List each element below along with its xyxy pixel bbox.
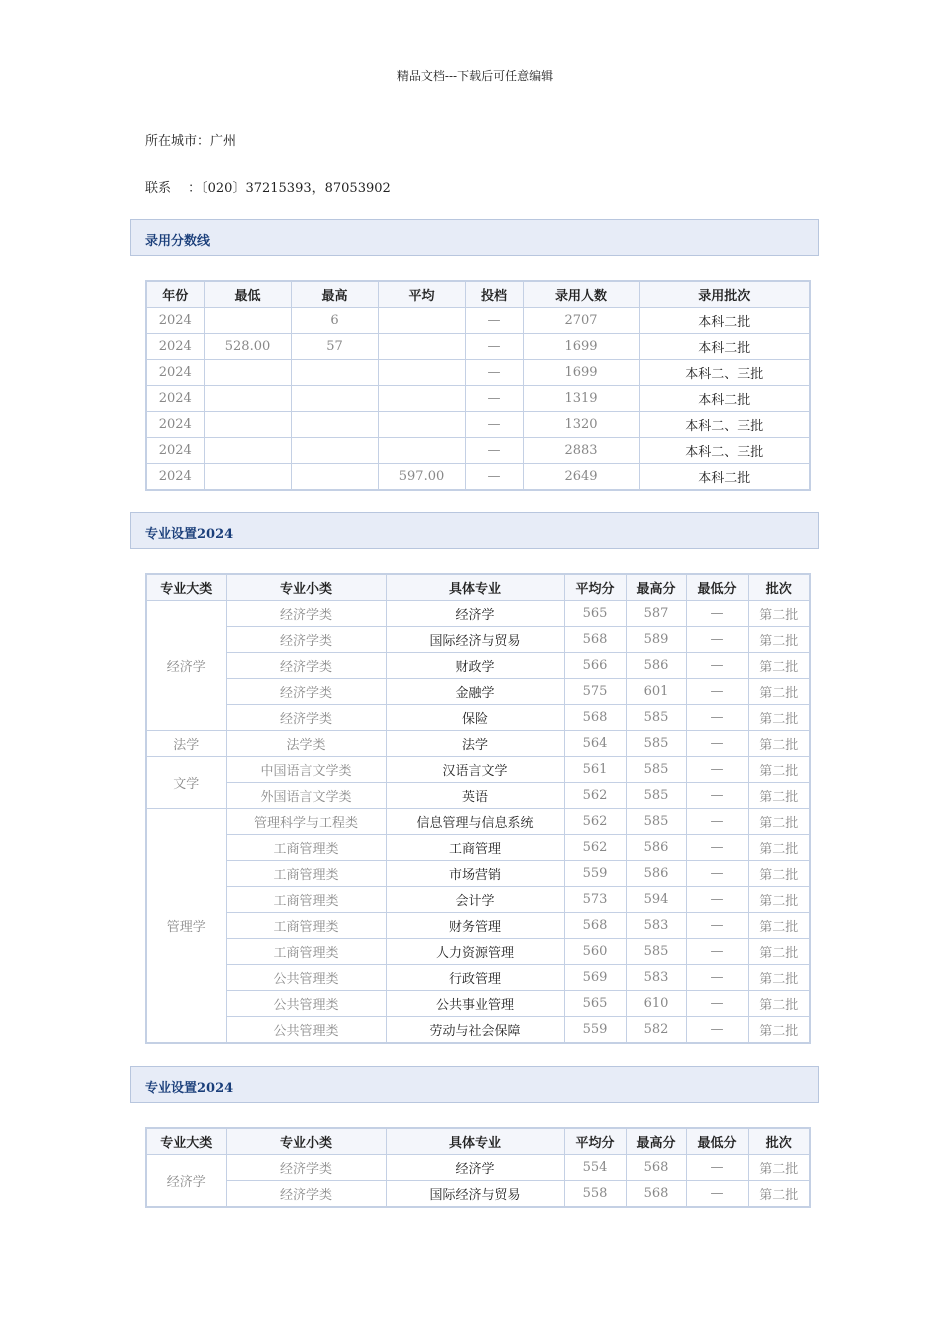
header-note: 精品文档---下载后可任意编辑 [396, 69, 554, 83]
table-cell: 562 [564, 809, 626, 835]
table-cell: 586 [626, 835, 686, 861]
table-cell: 2883 [523, 438, 639, 464]
column-header: 批次 [748, 1128, 810, 1155]
table-cell: 569 [564, 965, 626, 991]
table-cell [204, 412, 291, 438]
section-bar-scores [130, 219, 819, 256]
table-cell: 528.00 [204, 334, 291, 360]
table-cell [378, 308, 465, 334]
table-cell: 经济学类 [226, 653, 386, 679]
table-cell: — [686, 991, 748, 1017]
table-row [146, 308, 810, 334]
table-cell: 1320 [523, 412, 639, 438]
table-cell: — [686, 809, 748, 835]
table-cell: 管理科学与工程类 [226, 809, 386, 835]
table-cell: — [686, 705, 748, 731]
table-cell: — [686, 1155, 748, 1181]
contact-line: 联系 ：〔020〕37215393，87053902 [145, 181, 391, 196]
table-row [146, 939, 810, 965]
column-header: 最高分 [626, 1128, 686, 1155]
table-header-row [146, 281, 810, 308]
table-cell: 工商管理类 [226, 887, 386, 913]
table-row [146, 809, 810, 835]
table-cell: 601 [626, 679, 686, 705]
column-header: 最低 [204, 281, 291, 308]
table-cell: 第二批 [748, 653, 810, 679]
table-cell: 第二批 [748, 757, 810, 783]
column-header: 最高分 [626, 574, 686, 601]
table-cell: 2024 [146, 438, 204, 464]
table-cell: 人力资源管理 [386, 939, 564, 965]
table-cell: — [465, 360, 523, 386]
column-header: 具体专业 [386, 1128, 564, 1155]
section-title: 录用分数线 [145, 234, 211, 249]
table-cell: — [465, 334, 523, 360]
table-cell: 2649 [523, 464, 639, 491]
table-cell [291, 360, 378, 386]
column-header: 专业大类 [146, 574, 226, 601]
table-cell: 工商管理类 [226, 939, 386, 965]
table-cell: — [686, 939, 748, 965]
column-header: 平均分 [564, 1128, 626, 1155]
table-cell: — [686, 601, 748, 627]
table-cell: 法学类 [226, 731, 386, 757]
table-cell: 597.00 [378, 464, 465, 491]
table-cell: 行政管理 [386, 965, 564, 991]
table-cell: — [686, 1181, 748, 1208]
table-cell: 第二批 [748, 679, 810, 705]
table-cell: — [686, 835, 748, 861]
column-header: 最低分 [686, 574, 748, 601]
table-cell [291, 412, 378, 438]
table-cell: 公共管理类 [226, 991, 386, 1017]
section-title: 专业设置2024 [145, 1081, 234, 1096]
table-row [146, 783, 810, 809]
table-cell: — [686, 731, 748, 757]
table-cell: 第二批 [748, 965, 810, 991]
column-header: 最高 [291, 281, 378, 308]
table-cell: 经济学 [386, 1155, 564, 1181]
table-cell: 562 [564, 783, 626, 809]
table-cell: — [465, 386, 523, 412]
table-cell: — [686, 1017, 748, 1044]
table-cell [204, 438, 291, 464]
table-row [146, 887, 810, 913]
table-row [146, 861, 810, 887]
table-cell: — [465, 412, 523, 438]
table-cell: 第二批 [748, 861, 810, 887]
column-header: 批次 [748, 574, 810, 601]
table-cell: 工商管理类 [226, 913, 386, 939]
table-cell: 英语 [386, 783, 564, 809]
table-header-row [146, 574, 810, 601]
table-cell: 金融学 [386, 679, 564, 705]
table-cell: 2024 [146, 386, 204, 412]
table-cell: 583 [626, 913, 686, 939]
table-cell: — [686, 913, 748, 939]
table-cell: 经济学 [386, 601, 564, 627]
table-cell: 本科二、三批 [639, 438, 810, 464]
table-cell: 585 [626, 757, 686, 783]
table-cell: 公共管理类 [226, 1017, 386, 1044]
table-cell: 本科二批 [639, 334, 810, 360]
section-bar-majors-2 [130, 1066, 819, 1103]
table-cell: 第二批 [748, 939, 810, 965]
table-cell: 经济学类 [226, 1155, 386, 1181]
table-row [146, 913, 810, 939]
table-cell: 法学 [386, 731, 564, 757]
table-row [146, 438, 810, 464]
table-cell: 573 [564, 887, 626, 913]
section-title: 专业设置2024 [145, 527, 234, 542]
table-cell: 经济学类 [226, 601, 386, 627]
column-header: 具体专业 [386, 574, 564, 601]
table-row [146, 464, 810, 491]
table-cell: 国际经济与贸易 [386, 627, 564, 653]
table-cell: — [686, 757, 748, 783]
table-cell: 国际经济与贸易 [386, 1181, 564, 1208]
table-cell: 568 [626, 1181, 686, 1208]
column-header: 最低分 [686, 1128, 748, 1155]
table-cell: 财务管理 [386, 913, 564, 939]
table-cell: 劳动与社会保障 [386, 1017, 564, 1044]
table-cell [378, 386, 465, 412]
table-cell: 经济学类 [226, 1181, 386, 1208]
table-row [146, 835, 810, 861]
table-cell: 第二批 [748, 1017, 810, 1044]
table-cell: 565 [564, 601, 626, 627]
category-cell: 经济学 [146, 1155, 226, 1208]
table-row [146, 1181, 810, 1208]
table-row [146, 360, 810, 386]
table-cell: 554 [564, 1155, 626, 1181]
column-header: 专业小类 [226, 1128, 386, 1155]
table-cell: 信息管理与信息系统 [386, 809, 564, 835]
table-cell: 第二批 [748, 705, 810, 731]
table-cell: 559 [564, 1017, 626, 1044]
table-cell: 会计学 [386, 887, 564, 913]
table-cell: 2024 [146, 360, 204, 386]
table-cell: 本科二、三批 [639, 360, 810, 386]
table-cell: 2024 [146, 464, 204, 491]
table-row [146, 653, 810, 679]
table-row [146, 386, 810, 412]
table-cell: 第二批 [748, 601, 810, 627]
table-cell: 1699 [523, 334, 639, 360]
column-header: 录用批次 [639, 281, 810, 308]
table-cell: 第二批 [748, 913, 810, 939]
table-row [146, 705, 810, 731]
table-cell: 583 [626, 965, 686, 991]
table-cell: 本科二批 [639, 464, 810, 491]
column-header: 平均分 [564, 574, 626, 601]
table-cell: 第二批 [748, 1155, 810, 1181]
table-cell: 第二批 [748, 809, 810, 835]
section-bar-majors [130, 512, 819, 549]
table-cell: 第二批 [748, 887, 810, 913]
table-row [146, 991, 810, 1017]
table-cell: 第二批 [748, 627, 810, 653]
table-cell: 568 [564, 705, 626, 731]
table-cell: 财政学 [386, 653, 564, 679]
table-cell: 568 [564, 627, 626, 653]
table-cell: 586 [626, 861, 686, 887]
table-cell: 589 [626, 627, 686, 653]
table-cell: 公共事业管理 [386, 991, 564, 1017]
table-cell: 582 [626, 1017, 686, 1044]
table-cell: 57 [291, 334, 378, 360]
table-row [146, 679, 810, 705]
table-cell: 保险 [386, 705, 564, 731]
table-cell [291, 438, 378, 464]
table-cell: 558 [564, 1181, 626, 1208]
table-cell: 585 [626, 731, 686, 757]
table-cell: — [686, 653, 748, 679]
city-line: 所在城市：广州 [145, 134, 237, 149]
score-table [145, 280, 811, 491]
category-cell: 经济学 [146, 601, 226, 731]
table-cell: 公共管理类 [226, 965, 386, 991]
table-cell: 经济学类 [226, 679, 386, 705]
table-row [146, 1155, 810, 1181]
table-cell: — [686, 887, 748, 913]
table-row [146, 601, 810, 627]
table-cell: 第二批 [748, 1181, 810, 1208]
table-cell [378, 360, 465, 386]
table-cell: 工商管理类 [226, 861, 386, 887]
table-cell: 610 [626, 991, 686, 1017]
column-header: 专业小类 [226, 574, 386, 601]
table-cell: 第二批 [748, 783, 810, 809]
table-cell: 本科二批 [639, 308, 810, 334]
table-cell: 汉语言文学 [386, 757, 564, 783]
table-cell: — [686, 861, 748, 887]
table-cell: — [686, 965, 748, 991]
table-cell: 第二批 [748, 991, 810, 1017]
table-row [146, 731, 810, 757]
table-cell: 工商管理类 [226, 835, 386, 861]
table-cell: 工商管理 [386, 835, 564, 861]
column-header: 专业大类 [146, 1128, 226, 1155]
category-cell: 法学 [146, 731, 226, 757]
table-cell: 本科二、三批 [639, 412, 810, 438]
table-cell [378, 412, 465, 438]
table-cell: — [686, 783, 748, 809]
table-row [146, 757, 810, 783]
column-header: 平均 [378, 281, 465, 308]
table-cell: 568 [564, 913, 626, 939]
table-cell: 587 [626, 601, 686, 627]
table-cell: — [465, 438, 523, 464]
table-cell: 1319 [523, 386, 639, 412]
column-header: 年份 [146, 281, 204, 308]
table-cell: 561 [564, 757, 626, 783]
table-cell: 566 [564, 653, 626, 679]
table-cell [204, 386, 291, 412]
table-cell: 中国语言文学类 [226, 757, 386, 783]
table-cell: 2024 [146, 308, 204, 334]
table-cell: 585 [626, 939, 686, 965]
table-cell [204, 464, 291, 491]
table-cell: 第二批 [748, 835, 810, 861]
table-cell: 560 [564, 939, 626, 965]
table-row [146, 1017, 810, 1044]
table-cell: — [465, 308, 523, 334]
table-cell: 2024 [146, 412, 204, 438]
table-cell: 594 [626, 887, 686, 913]
table-cell: — [686, 679, 748, 705]
table-cell: 第二批 [748, 731, 810, 757]
table-row [146, 965, 810, 991]
table-cell: 2024 [146, 334, 204, 360]
table-cell [291, 464, 378, 491]
table-cell: — [465, 464, 523, 491]
table-cell: 575 [564, 679, 626, 705]
table-cell [378, 438, 465, 464]
table-cell: 562 [564, 835, 626, 861]
table-cell: 585 [626, 783, 686, 809]
table-cell: 2707 [523, 308, 639, 334]
column-header: 录用人数 [523, 281, 639, 308]
category-cell: 文学 [146, 757, 226, 809]
table-row [146, 412, 810, 438]
category-cell: 管理学 [146, 809, 226, 1044]
table-cell: 585 [626, 705, 686, 731]
table-cell: 564 [564, 731, 626, 757]
table-cell [291, 386, 378, 412]
table-cell: — [686, 627, 748, 653]
majors-table [145, 573, 811, 1044]
table-cell: 568 [626, 1155, 686, 1181]
majors-table-2 [145, 1127, 811, 1208]
table-cell: 市场营销 [386, 861, 564, 887]
table-row [146, 627, 810, 653]
table-cell: 559 [564, 861, 626, 887]
table-cell: 565 [564, 991, 626, 1017]
table-cell: 本科二批 [639, 386, 810, 412]
table-cell: 6 [291, 308, 378, 334]
table-header-row [146, 1128, 810, 1155]
table-cell: 经济学类 [226, 705, 386, 731]
table-cell [204, 360, 291, 386]
table-row [146, 334, 810, 360]
table-cell [204, 308, 291, 334]
table-cell: 外国语言文学类 [226, 783, 386, 809]
table-cell: 586 [626, 653, 686, 679]
table-cell: 经济学类 [226, 627, 386, 653]
table-cell [378, 334, 465, 360]
column-header: 投档 [465, 281, 523, 308]
table-cell: 585 [626, 809, 686, 835]
table-cell: 1699 [523, 360, 639, 386]
